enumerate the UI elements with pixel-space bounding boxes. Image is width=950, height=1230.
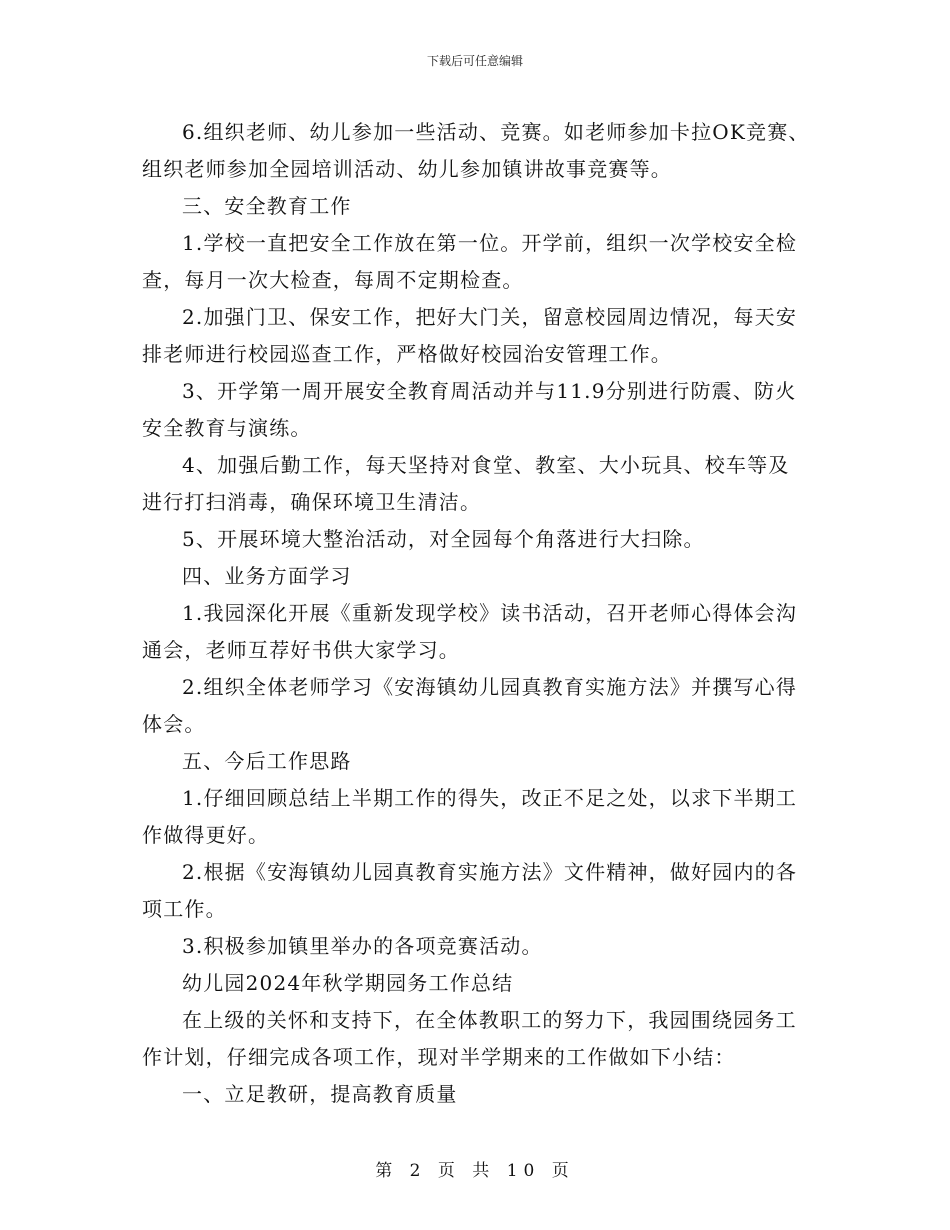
paragraph: 4、加强后勤工作，每天坚持对食堂、教室、大小玩具、校车等及进行打扫消毒，确保环境卫生清洁。	[142, 453, 790, 514]
paragraph: 1.我园深化开展《重新发现学校》读书活动，召开老师心得体会沟通会，老师互荐好书供大家学习。	[142, 601, 798, 662]
paragraph: 6.组织老师、幼儿参加一些活动、竞赛。如老师参加卡拉OK竞赛、组织老师参加全园培训活动、幼儿参加镇讲故事竞赛等。	[142, 120, 810, 181]
paragraph: 3、开学第一周开展安全教育周活动并与11.9分别进行防震、防火安全教育与演练。	[142, 379, 797, 440]
section-heading: 三、安全教育工作	[182, 194, 352, 218]
paragraph: 在上级的关怀和支持下，在全体教职工的努力下，我园围绕园务工作计划，仔细完成各项工作，现对半学期来的工作做如下小结：	[142, 1008, 797, 1069]
paragraph: 1.学校一直把安全工作放在第一位。开学前，组织一次学校安全检查，每月一次大检查，每周不定期检查。	[142, 231, 798, 292]
section-heading: 一、立足教研，提高教育质量	[182, 1082, 458, 1106]
paragraph: 2.根据《安海镇幼儿园真教育实施方法》文件精神，做好园内的各项工作。	[142, 860, 798, 921]
section-heading: 四、业务方面学习	[182, 564, 352, 588]
section-heading: 五、今后工作思路	[182, 749, 352, 773]
page-footer: 第 2 页 共 10 页	[375, 1161, 575, 1181]
page-header: 下载后可任意编辑	[426, 54, 523, 68]
document-title: 幼儿园2024年秋学期园务工作总结	[182, 971, 514, 995]
paragraph: 3.积极参加镇里举办的各项竞赛活动。	[182, 934, 543, 958]
document-body	[142, 114, 810, 1113]
paragraph: 2.组织全体老师学习《安海镇幼儿园真教育实施方法》并撰写心得体会。	[142, 675, 798, 736]
paragraph: 2.加强门卫、保安工作，把好大门关，留意校园周边情况，每天安排老师进行校园巡查工作，严格做好校园治安管理工作。	[142, 305, 798, 366]
paragraph: 5、开展环境大整治活动，对全园每个角落进行大扫除。	[182, 527, 705, 551]
paragraph: 1.仔细回顾总结上半期工作的得失，改正不足之处，以求下半期工作做得更好。	[142, 786, 798, 847]
